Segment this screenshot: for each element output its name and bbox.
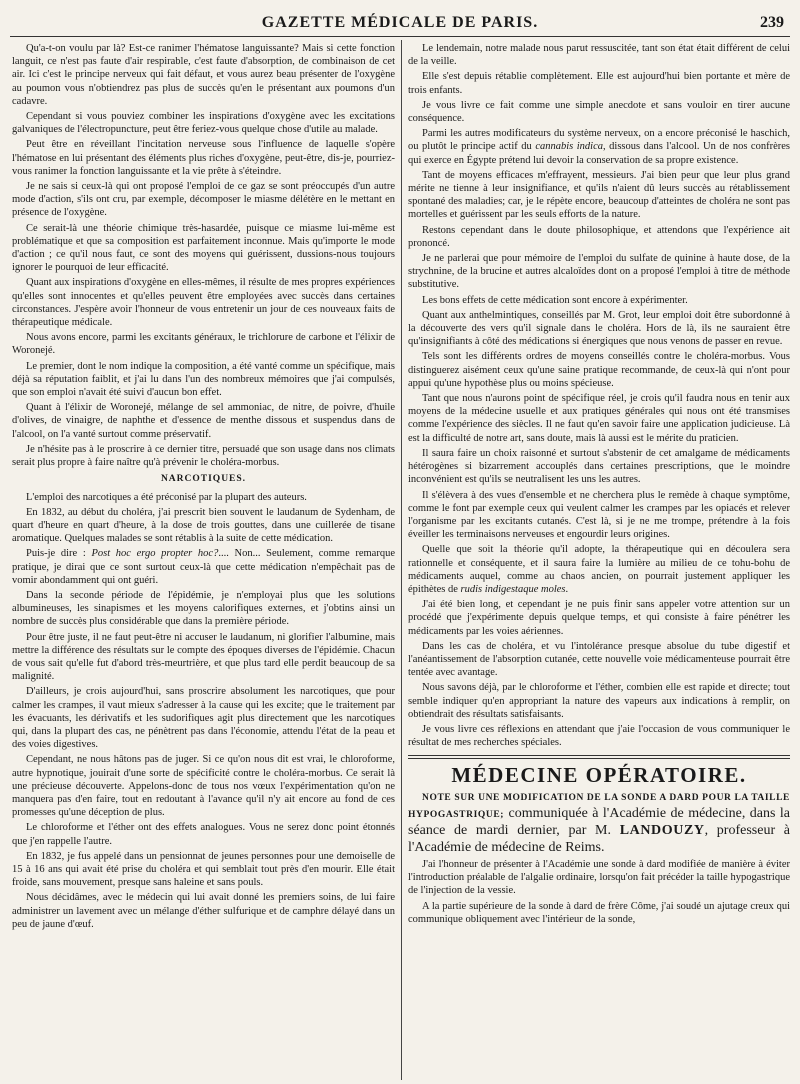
paragraph: Je vous livre ce fait comme une simple anecdote et sans vouloir en tirer aucune conséquence. xyxy=(408,99,790,125)
paragraph: Peut être en réveillant l'incitation nerveuse sous l'influence de laquelle s'opère l'hématose en lui présentant des éléments plus riches d'oxygène, peut-être, dis-je, pourriez-vous ranimer la fonction languissante et la vie prête à s'éteindre. xyxy=(12,139,395,177)
paragraph: Qu'a-t-on voulu par là? Est-ce ranimer l'hématose languissante? Mais si cette fonction languit, ce n'est pas faute d'air respirable, c'est faute d'absorption, de combinaison de cet air. Ici c'est le principe nerveux qui fait défaut, et vous aurez beau présenter de l'oxygène au poumon vous n'obtiendrez pas plus de succès qu'en le présentant aux poumons d'un cadavre. xyxy=(12,43,395,107)
paragraph: En 1832, je fus appelé dans un pensionnat de jeunes personnes pour une demoiselle de 15 à 16 ans qui avait été prise du choléra et qui semblait tout près d'en mourir. Elle était froide, sans mouvement, presque sans haleine et sans pouls. xyxy=(12,850,395,889)
text-run: . xyxy=(565,583,569,595)
paragraph: Tant que nous n'aurons point de spécifique réel, je crois qu'il faudra nous en tenir aux moyens de la médecine usuelle et aux pratiques générales qui nous ont été transmises comme l'expérience des siècles. Il ne faut qu'en savoir faire une application judicieuse. Là est la difficulté de notre art, sans doute, mais là aussi est le mérite du praticien. xyxy=(408,393,790,444)
paragraph: Je n'hésite pas à le proscrire à ce dernier titre, persuadé que son usage dans nos climats serait plus propre à faire naître qu'à prévenir le choléra-morbus. xyxy=(12,443,395,469)
paragraph: L'emploi des narcotiques a été préconisé par la plupart des auteurs. xyxy=(26,491,307,503)
paragraph xyxy=(12,547,395,587)
section-rule xyxy=(408,755,790,756)
paragraph: J'ai l'honneur de présenter à l'Académie une sonde à dard modifiée de manière à éviter l'introduction préalable de l'algalie ordinaire, lorsqu'on fait précéder la taille hypogastrique de l'injection de la vessie. xyxy=(408,858,790,897)
paragraph: Tant de moyens efficaces m'effrayent, messieurs. J'ai bien peur que leur plus grand mérite ne tienne à leur insignifiance, et qu'ils n'aient dû leurs succès au rétablissement spontané des maladies; car, je le répète encore, beaucoup d'atteintes de choléra ne sont pas mortelles et guérissent par les seuls efforts de la nature. xyxy=(408,169,790,221)
paragraph: Je ne parlerai que pour mémoire de l'emploi du sulfate de quinine à haute dose, de la strychnine, de la brucine et autres alcaloïdes dont on a proposé l'emploi à titre de méthode substitutive. xyxy=(408,253,790,291)
paragraph: En 1832, au début du choléra, j'ai prescrit bien souvent le laudanum de Sydenham, de quart d'heure en quart d'heure, à la dose de trois gouttes, dans une cuillerée de tisane aromatique. Quelques malades se sont rétablis à la suite de cette médication. xyxy=(12,506,395,545)
paragraph: Quant aux inspirations d'oxygène en elles-mêmes, il résulte de mes propres expériences qu'elles sont innocentes et qu'elles peuvent être employées avec succès dans certaines circonstances. J'espère avoir l'honneur de vous entretenir un jour de ces nouveaux faits de thérapeutique médicale. xyxy=(12,277,395,329)
paragraph: Je ne sais si ceux-là qui ont proposé l'emploi de ce gaz se sont préoccupés d'un autre mode d'action, s'ils ont cru, par exemple, décomposer le miasme délétère en le mettant en présence de l'oxygène. xyxy=(12,181,395,219)
paragraph: Elle s'est depuis rétablie complètement. Elle est aujourd'hui bien portante et mère de trois enfants. xyxy=(408,71,790,96)
section-rule xyxy=(408,758,790,759)
paragraph: Le chloroforme et l'éther ont des effets analogues. Vous ne serez donc point étonnés que j'en rappelle l'autre. xyxy=(12,822,395,847)
paragraph: Restons cependant dans le doute philosophique, et attendons que l'expérience ait prononcé. xyxy=(408,224,790,249)
paragraph: Dans les cas de choléra, et vu l'intolérance presque absolue du tube digestif et l'anéantissement de l'absorption cutanée, cette nouvelle voie médicamenteuse pourrait être tentée avec avantage. xyxy=(408,640,790,679)
paragraph: Les bons effets de cette médication sont encore à expérimenter. xyxy=(422,294,688,306)
chapter-title: MÉDECINE OPÉRATOIRE. xyxy=(451,763,747,788)
column-divider xyxy=(401,40,402,1080)
section-heading: NARCOTIQUES. xyxy=(160,474,247,485)
note-affiliation: , professeur à l'Académie de médecine de Reims. xyxy=(408,822,790,855)
right-column xyxy=(408,42,790,1076)
paragraph: Quant à l'élixir de Woronejé, mélange de sel ammoniac, de nitre, de poivre, d'huile d'olives, de vinaigre, de naphthe et d'essence de menthe dissous et suspendus dans de l'alcool, on l'a vanté surtout comme préservatif. xyxy=(12,402,395,440)
paragraph: Le premier, dont le nom indique la composition, a été vanté comme un spécifique, mais déjà sa réputation faiblit, et j'ai lu dans l'un des nombreux mémoires que j'ai compulsés, que son emploi n'avait été suivi d'aucun bon effet. xyxy=(12,360,395,399)
paragraph: J'ai été bien long, et cependant je ne puis finir sans appeler votre attention sur un procédé que j'expérimente depuis quelque temps, et qui consiste à faire pénétrer les médicaments par les voies aériennes. xyxy=(408,599,790,637)
paragraph xyxy=(408,543,790,596)
paragraph: Je vous livre ces réflexions en attendant que j'aie l'occasion de vous communiquer le résultat de mes recherches spéciales. xyxy=(408,723,790,749)
paragraph: Nous avons encore, parmi les excitants généraux, le trichlorure de carbone et l'élixir de Woronejé. xyxy=(12,332,395,357)
note-title: NOTE SUR UNE MODIFICATION DE LA SONDE A DARD POUR LA TAILLE HYPOGASTRIQUE; xyxy=(408,792,790,820)
paragraph xyxy=(408,127,790,167)
page-number: 239 xyxy=(760,14,784,31)
paragraph: Cependant, ne nous hâtons pas de juger. Si ce qu'on nous dit est vrai, le chloroforme, autre hypnotique, jouirait d'une sorte de spécificité contre le choléra-morbus. Ce serait là une précieuse découverte. Appelons-donc de tous nos vœux l'expérimentation qu'on ne manquera pas d'en faire, tout en redoutant à l'avance qu'il n'y ait encore au fond de ces promesses qu'une déception de plus. xyxy=(12,754,395,819)
journal-title: GAZETTE MÉDICALE DE PARIS. xyxy=(261,14,539,31)
author-name: LANDOUZY xyxy=(619,822,705,838)
text-run: Puis-je dire : xyxy=(26,548,92,560)
paragraph: A la partie supérieure de la sonde à dard de frère Côme, j'ai soudé un ajutage creux qui communique obliquement avec l'intérieur de la sonde, xyxy=(408,900,790,925)
latin-phrase: Post hoc ergo propter hoc? xyxy=(91,548,219,560)
paragraph: Cependant si vous pouviez combiner les inspirations d'oxygène avec les excitations galvaniques de l'électropuncture, peut être feriez-vous quelque chose d'utile au malade. xyxy=(12,111,395,136)
paragraph: Ce serait-là une théorie chimique très-hasardée, puisque ce miasme lui-même est problématique et que sa composition est parfaitement inconnue. Mais qu'importe le mode d'action ; ce qu'il nous faut, ce sont des moyens qui guérissent, dussions-nous toujours ignorer le pourquoi de leur efficacité. xyxy=(12,222,395,274)
latin-phrase: rudis indigestaque moles xyxy=(460,583,566,595)
paragraph: Il saura faire un choix raisonné et surtout s'abstenir de cet amalgame de médicaments hétérogènes si bizarrement accouplés dans certaines prescriptions, que le moindre inconvénient est qu'ils se neutralisent les uns les autres. xyxy=(408,447,790,486)
text-run: Parmi les autres modificateurs du système nerveux, on a encore préconisé le haschich, ou plutôt le principe actif du xyxy=(408,128,790,153)
paragraph: Le lendemain, notre malade nous parut ressuscitée, tant son état était différent de celui de la veille. xyxy=(408,43,790,68)
note-heading xyxy=(408,791,790,856)
text-run: , dissous dans l'alcool. Un de nos confrères qui exerce en Égypte prétend lui devoir la conservation de sa propre existence. xyxy=(408,141,790,166)
paragraph: Il s'élèvera à des vues d'ensemble et ne cherchera plus le remède à chaque symptôme, comme le font par exemple ceux qui veulent calmer les crampes par les opiacés et relever l'organisme par les excitants cutanés. C'est là, si je ne me trompe, prétendre à la fois éveiller les terminaisons nerveuses et engourdir leurs origines. xyxy=(408,489,790,541)
paragraph: Pour être juste, il ne faut peut-être ni accuser le laudanum, ni glorifier l'albumine, mais mettre la différence des résultats sur le compte des époques diverses de l'épidémie. Chacun de vous sait qu'elle fut d'abord très-meurtrière, et que plus tard elle perdit beaucoup de sa malignité. xyxy=(12,631,395,683)
left-column xyxy=(12,42,395,1076)
paragraph: Nous décidâmes, avec le médecin qui lui avait donné les premiers soins, de lui faire administrer un lavement avec un mélange d'éther sulfurique et de camphre délayé dans un peu de jaune d'œuf. xyxy=(12,892,395,930)
text-run: .... Non... Seulement, comme remarque pratique, je dirai que ce sont surtout ceux-là que cette médication n'empêchait pas de vomir abondamment qui ont guéri. xyxy=(12,548,395,586)
paragraph: Dans la seconde période de l'épidémie, je n'employai plus que les solutions albumineuses, les sinapismes et les moyens calorifiques externes, et j'obtins ainsi un nombre de succès plus considérable que dans la première période. xyxy=(12,589,395,628)
paragraph: Tels sont les différents ordres de moyens conseillés contre le choléra-morbus. Vous distinguerez aisément ceux qu'une saine pratique recommande, de ceux-là qui n'ont pour appui qu'une hypothèse plus ou moins spécieuse. xyxy=(408,351,790,389)
note-subtitle: communiquée à l'Académie de médecine, dans la séance de mardi dernier, par M. xyxy=(408,805,790,838)
latin-term: cannabis indica xyxy=(535,141,604,153)
paragraph: Quant aux anthelmintiques, conseillés par M. Grot, leur emploi doit être subordonné à la découverte des vers qu'il signale dans le choléra. Hors de là, ils ne sauraient être qu'insignifiants à côté des médications si énergiques que nous venons de passer en revue. xyxy=(408,309,790,348)
paragraph: D'ailleurs, je crois aujourd'hui, sans proscrire absolument les narcotiques, que pour calmer les crampes, il vaut mieux s'adresser à la cause qui les excite; que le traitement par les évacuants, les dérivatifs et les sudorifiques agit plus directement que les narcotiques qui, dans la plupart des cas, ne pénètrent pas dans l'économie, attendu l'état de la peau et des voies digestives. xyxy=(12,686,395,751)
text-run: Quelle que soit la théorie qu'il adopte, la thérapeutique qui en découlera sera rationnelle et conséquente, et il saura faire la lumière au milieu de ce tohu-bohu de médicaments auquel, comme au chaos ancien, on pourrait justement appliquer les épithètes de xyxy=(408,544,790,595)
paragraph: Nous savons déjà, par le chloroforme et l'éther, combien elle est rapide et directe; tout semble indiquer qu'en appropriant la nature des vapeurs aux indications à remplir, on obtiendrait des résultats satisfaisants. xyxy=(408,682,790,720)
page-header xyxy=(10,10,790,37)
